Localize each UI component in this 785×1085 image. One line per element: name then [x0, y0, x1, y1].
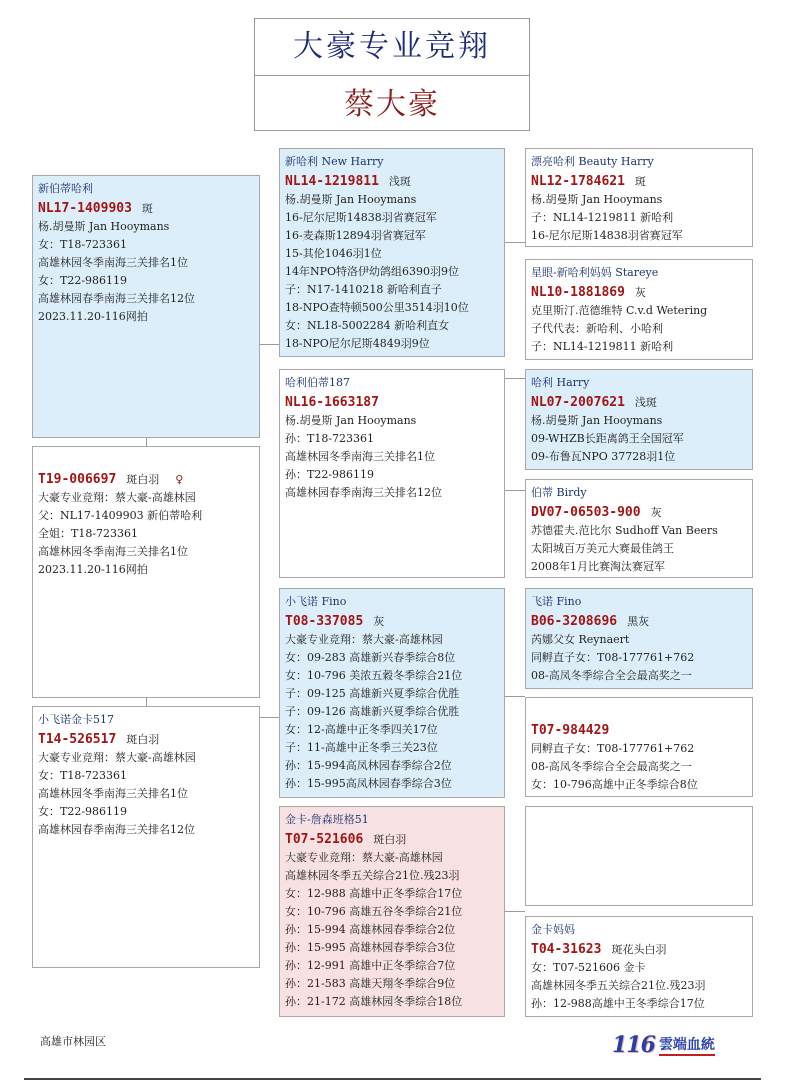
plumage-color: 灰	[634, 286, 646, 299]
ring-number: NL10-1881869	[531, 285, 625, 300]
ring-number: NL17-1409903	[38, 201, 132, 216]
info-line: 同孵直子女：T08-177761+762	[531, 742, 695, 755]
plumage-color: 浅斑	[634, 396, 657, 409]
info-line: 16-尼尔尼斯14838羽省赛冠军	[531, 229, 683, 242]
owner-name: 蔡大豪	[344, 87, 440, 122]
dam-dam-sire-card[interactable]	[525, 806, 753, 906]
info-line: 08-高凤冬季综合全会最高奖之一	[531, 760, 692, 773]
pigeon-name: 金卡-詹森班格51	[285, 813, 369, 826]
dam-dam-dam-card[interactable]	[525, 916, 753, 1017]
info-line: 女：NL18-5002284 新哈利直女	[285, 319, 450, 332]
connector-line	[504, 911, 525, 912]
ring-number: NL14-1219811	[285, 174, 379, 189]
info-line: 女：10-796 美浓五穀冬季综合21位	[285, 669, 463, 682]
info-line: 高雄林园冬季南海三关排名1位	[285, 450, 435, 463]
info-line: 杨.胡曼斯 Jan Hooymans	[285, 414, 417, 427]
sire-sire-sire-card[interactable]	[525, 148, 753, 247]
plumage-color: 浅斑	[388, 175, 411, 188]
dam-sire-dam-card[interactable]	[525, 697, 753, 797]
pigeon-name: 飞诺 Fino	[531, 595, 582, 608]
plumage-color: 黑灰	[627, 615, 650, 628]
info-line: 苏德霍夫.范比尔 Sudhoff Van Beers	[531, 524, 718, 537]
dam-sire-card[interactable]	[279, 588, 505, 798]
info-line: 子：11-高雄中正冬季三关23位	[285, 741, 438, 754]
sire-card[interactable]	[32, 175, 260, 438]
info-line: 2023.11.20-116网拍	[38, 310, 148, 323]
info-line: 2023.11.20-116网拍	[38, 563, 148, 576]
plumage-color: 灰	[373, 615, 385, 628]
info-line: 女：T22-986119	[38, 805, 128, 818]
info-line: 大豪专业竞翔：蔡大豪-高雄林园	[285, 851, 443, 864]
brand-logo[interactable]	[612, 1030, 722, 1056]
info-line: 女：T18-723361	[38, 769, 128, 782]
ring-number: T19-006697	[38, 472, 117, 487]
info-line: 大豪专业竞翔：蔡大豪-高雄林园	[38, 751, 196, 764]
info-line: 芮娜父女 Reynaert	[531, 633, 630, 646]
info-line: 孙：15-994高凤林园春季综合2位	[285, 759, 452, 772]
sire-sire-dam-card[interactable]	[525, 259, 753, 360]
info-line: 克里斯汀.范德维特 C.v.d Wetering	[531, 304, 708, 317]
info-line: 高雄林园冬季五关综合21位.残23羽	[285, 869, 460, 882]
info-line: 子：NL14-1219811 新哈利	[531, 340, 674, 353]
logo-text: 雲端血統	[659, 1036, 715, 1056]
pigeon-name: 哈利 Harry	[531, 376, 590, 389]
footer-location: 高雄市林园区	[40, 1035, 106, 1048]
plumage-color: 斑	[634, 175, 646, 188]
info-line: 08-高凤冬季综合全会最高奖之一	[531, 669, 692, 682]
info-line: 18-NPO尼尔尼斯4849羽9位	[285, 337, 430, 350]
pigeon-name: 新哈利 New Harry	[285, 155, 384, 168]
sire-dam-dam-card[interactable]	[525, 479, 753, 578]
plumage-color: 斑花头白羽	[611, 943, 667, 956]
info-line: 女：T18-723361	[38, 238, 128, 251]
plumage-color: 斑白羽	[126, 473, 160, 486]
info-line: 18-NPO查特顿500公里3514羽10位	[285, 301, 469, 314]
bottom-divider	[24, 1078, 761, 1080]
info-line: 大豪专业竞翔：蔡大豪-高雄林园	[38, 491, 196, 504]
info-line: 09-WHZB长距离鸽王全国冠军	[531, 432, 684, 445]
sire-sire-card[interactable]	[279, 148, 505, 357]
plumage-color: 灰	[650, 506, 662, 519]
info-line: 高雄林园春季南海三关排名12位	[38, 823, 195, 836]
sex-symbol: ♀	[175, 473, 184, 486]
pigeon-name: 小飞诺金卡517	[38, 713, 114, 726]
info-line: 孙：12-991 高雄中正冬季综合7位	[285, 959, 456, 972]
pigeon-name: 新伯蒂哈利	[38, 182, 93, 195]
info-line: 孙：T18-723361	[285, 432, 375, 445]
ring-number: NL12-1784621	[531, 174, 625, 189]
info-line: 子：N17-1410218 新哈利直子	[285, 283, 442, 296]
info-line: 全姐：T18-723361	[38, 527, 139, 540]
dam-sire-sire-card[interactable]	[525, 588, 753, 689]
info-line: 09-布鲁瓦NPO 37728羽1位	[531, 450, 676, 463]
info-line: 父：NL17-1409903 新伯蒂哈利	[38, 509, 203, 522]
info-line: 女：09-283 高雄新兴春季综合8位	[285, 651, 456, 664]
subject-card[interactable]	[32, 446, 260, 698]
dam-card[interactable]	[32, 706, 260, 968]
ring-number: NL07-2007621	[531, 395, 625, 410]
info-line: 女：T07-521606 金卡	[531, 961, 646, 974]
logo-number: 116	[612, 1032, 655, 1058]
info-line: 孙：15-994 高雄林园春季综合2位	[285, 923, 456, 936]
info-line: 孙：T22-986119	[285, 468, 375, 481]
info-line: 孙：21-583 高雄天翔冬季综合9位	[285, 977, 456, 990]
info-line: 孙：15-995高凤林园春季综合3位	[285, 777, 452, 790]
info-line: 14年NPO特洛伊幼鸽组6390羽9位	[285, 265, 460, 278]
ring-number: T08-337085	[285, 614, 364, 629]
pigeon-name: 星眼-新哈利妈妈 Stareye	[531, 266, 659, 279]
info-line: 女：10-796 高雄五谷冬季综合21位	[285, 905, 463, 918]
sire-dam-sire-card[interactable]	[525, 369, 753, 470]
loft-name: 大豪专业竞翔	[255, 19, 529, 76]
info-line: 杨.胡曼斯 Jan Hooymans	[285, 193, 417, 206]
plumage-color: 斑	[141, 202, 153, 215]
info-line: 高雄林园春季南海三关排名12位	[285, 486, 442, 499]
dam-dam-card[interactable]	[279, 806, 505, 1017]
info-line: 子代代表：新哈利、小哈利	[531, 322, 663, 335]
info-line: 孙：21-172 高雄林园冬季综合18位	[285, 995, 463, 1008]
pigeon-name: 伯蒂 Birdy	[531, 486, 587, 499]
info-line: 大豪专业竞翔：蔡大豪-高雄林园	[285, 633, 443, 646]
info-line: 16-尼尔尼斯14838羽省赛冠军	[285, 211, 437, 224]
sire-dam-card[interactable]	[279, 369, 505, 578]
pigeon-name: 哈利伯蒂187	[285, 376, 350, 389]
info-line: 2008年1月比赛淘汰赛冠军	[531, 560, 665, 573]
ring-number: T14-526517	[38, 732, 117, 747]
info-line: 杨.胡曼斯 Jan Hooymans	[531, 414, 663, 427]
ring-number: NL16-1663187	[285, 395, 379, 410]
info-line: 子：09-125 高雄新兴夏季综合优胜	[285, 687, 460, 700]
info-line: 高雄林园冬季南海三关排名1位	[38, 787, 188, 800]
pigeon-name: 金卡妈妈	[531, 923, 575, 936]
pigeon-name: 小飞诺 Fino	[285, 595, 347, 608]
connector-line	[259, 344, 280, 345]
ring-number: T04-31623	[531, 942, 602, 957]
ring-number: T07-984429	[531, 723, 610, 738]
info-line: 杨.胡曼斯 Jan Hooymans	[531, 193, 663, 206]
ring-number: B06-3208696	[531, 614, 618, 629]
info-line: 孙：15-995 高雄林园春季综合3位	[285, 941, 456, 954]
connector-line	[504, 490, 525, 491]
connector-line	[504, 378, 525, 379]
plumage-color: 斑白羽	[373, 833, 407, 846]
info-line: 16-麦森斯12894羽省赛冠军	[285, 229, 426, 242]
ring-number: DV07-06503-900	[531, 505, 641, 520]
info-line: 太阳城百万美元大赛最佳鸽王	[531, 542, 674, 555]
info-line: 子：NL14-1219811 新哈利	[531, 211, 674, 224]
connector-line	[504, 696, 525, 697]
info-line: 孙：12-988高雄中王冬季综合17位	[531, 997, 705, 1010]
connector-line	[504, 242, 525, 243]
info-line: 高雄林园冬季五关综合21位.残23羽	[531, 979, 706, 992]
ring-number: T07-521606	[285, 832, 364, 847]
info-line: 同孵直子女：T08-177761+762	[531, 651, 695, 664]
pigeon-name: 漂亮哈利 Beauty Harry	[531, 155, 654, 168]
info-line: 高雄林园冬季南海三关排名1位	[38, 256, 188, 269]
info-line: 15-其伦1046羽1位	[285, 247, 382, 260]
connector-line	[259, 717, 280, 718]
info-line: 高雄林园冬季南海三关排名1位	[38, 545, 188, 558]
info-line: 子：09-126 高雄新兴夏季综合优胜	[285, 705, 460, 718]
pedigree-header	[254, 18, 530, 131]
info-line: 高雄林园春季南海三关排名12位	[38, 292, 195, 305]
plumage-color: 斑白羽	[126, 733, 160, 746]
info-line: 女：12-高雄中正冬季四关17位	[285, 723, 438, 736]
info-line: 女：12-988 高雄中正冬季综合17位	[285, 887, 463, 900]
info-line: 女：10-796高雄中正冬季综合8位	[531, 778, 698, 791]
info-line: 女：T22-986119	[38, 274, 128, 287]
info-line: 杨.胡曼斯 Jan Hooymans	[38, 220, 170, 233]
